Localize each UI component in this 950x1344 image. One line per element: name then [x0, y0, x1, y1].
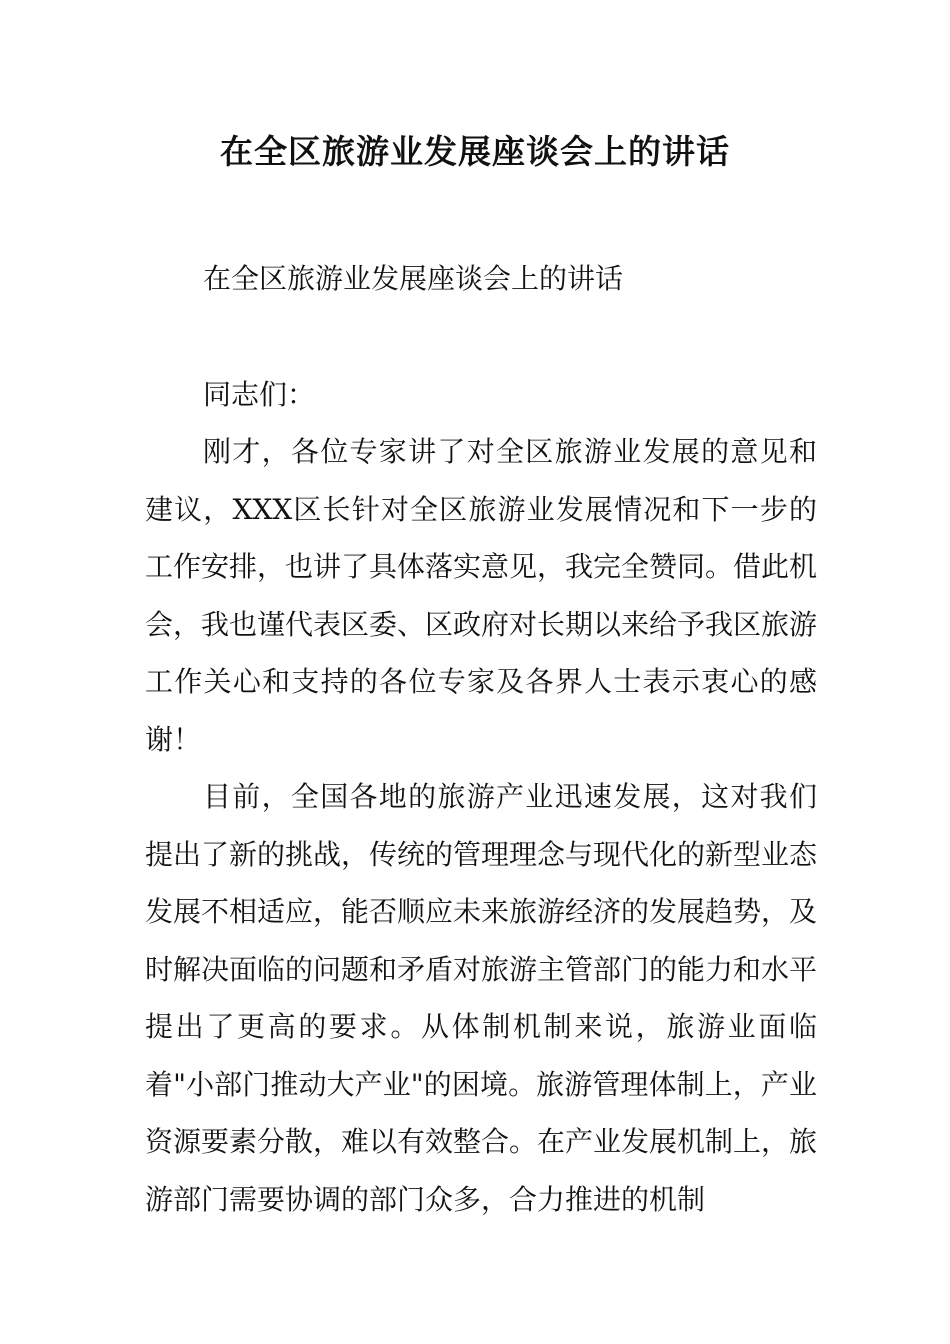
document-title: 在全区旅游业发展座谈会上的讲话: [220, 132, 730, 171]
paragraph-1: 刚才，各位专家讲了对全区旅游业发展的意见和建议，XXX区长针对全区旅游业发展情况和下一步的工作安排，也讲了具体落实意见，我完全赞同。借此机会，我也谨代表区委、区政府对长期以来给予我区旅游工作关心和支持的各位专家及各界人士表示衷心的感谢！: [145, 435, 818, 756]
salutation: 同志们：: [203, 378, 316, 411]
speech-subtitle: 在全区旅游业发展座谈会上的讲话: [203, 262, 624, 295]
paragraph-2: 目前，全国各地的旅游产业迅速发展，这对我们提出了新的挑战，传统的管理理念与现代化的新型业态发展不相适应，能否顺应未来旅游经济的发展趋势，及时解决面临的问题和矛盾对旅游主管部门的能力和水平提出了更高的要求。从体制机制来说，旅游业面临着"小部门推动大产业"的困境。旅游管理体制上，产业资源要素分散，难以有效整合。在产业发展机制上，旅游部门需要协调的部门众多，合力推进的机制: [145, 780, 818, 1216]
